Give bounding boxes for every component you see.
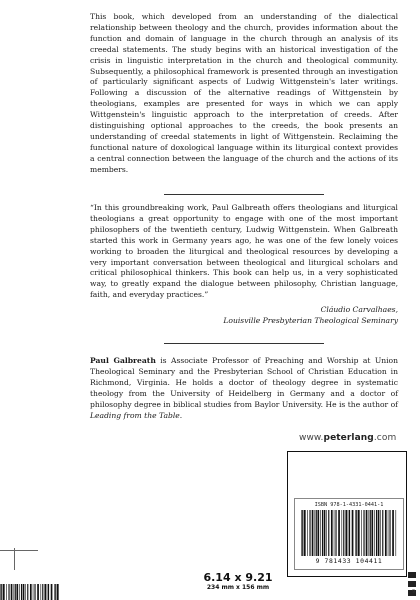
corner-mark: 9 bbox=[412, 589, 416, 595]
spine-barcode-strip bbox=[0, 584, 60, 600]
author-bio bbox=[90, 356, 398, 421]
url-domain: peterlang bbox=[323, 433, 374, 443]
trim-size: 6.14 x 9.21 bbox=[203, 571, 273, 584]
endorsement-quote: “In this groundbreaking work, Paul Galbreath offers theologians and liturgical theologians a great opportunity to engage with one of the most important philosophers of the twentieth century, Ludwig Wittgenstein. When Galbreath started this work in Germany years ago, he was one of the few lonely voices working to broaden the liturgical and theological resources by developing a very important conversation between theological and liturgical scholars and critical philosophical thinkers. This book can help us, in a very sophisticated way, to greatly expand the dialogue between philosophy, Christian language, faith, and everyday practices.” bbox=[90, 203, 398, 300]
ean-barcode bbox=[299, 510, 399, 556]
barcode-label bbox=[294, 498, 404, 570]
trim-size-metric: 234 mm x 156 mm bbox=[206, 584, 270, 591]
author-book-title: Leading from the Table bbox=[90, 410, 180, 420]
url-prefix: www. bbox=[299, 433, 324, 443]
publisher-url[interactable] bbox=[299, 433, 396, 443]
crop-mark-horizontal bbox=[0, 550, 38, 551]
author-bio-text: is Associate Professor of Preaching and Worship at Union Theological Seminary and the Presbyterian School of Christian Education in Richmond, Virginia. He holds a doctor of theology degree in systematic theology from the University of Heidelberg in Germany and a doctor of philosophy degree in biblical studies from Baylor University. He is the author of bbox=[90, 356, 399, 409]
section-divider-bottom bbox=[164, 343, 324, 344]
isbn-number: ISBN 978-1-4331-0441-1 bbox=[314, 502, 384, 508]
endorser-name: Cláudio Carvalhaes, bbox=[320, 305, 398, 314]
url-suffix: .com bbox=[373, 433, 397, 443]
endorser-institution: Louisville Presbyterian Theological Seminary bbox=[223, 316, 398, 325]
crop-mark-vertical bbox=[14, 548, 15, 570]
barcode-box bbox=[287, 451, 407, 577]
ean-number: 9 781433 104411 bbox=[315, 557, 383, 565]
book-description: This book, which developed from an understanding of the dialectical relationship between theology and the church, provides information about the function and domain of language in the church through an analysis of its creedal statements. The study begins with an historical investigation of the crisis in linguistic interpretation in the church and theological community. Subsequently, a philosophical framework is presented through an investigation of particularly significant aspects of Ludwig Wittgenstein's later writings. Following a discussion of the alternative readings of Wittgenstein by theologians, examples are presented for ways in which we can apply Wittgenstein's linguistic approach to the interpretation of creeds. After distinguishing optional approaches to the creeds, the book presents an understanding of creedal statements in light of Wittgenstein. Reclaiming the functional nature of doxological language within its liturgical context provides a central connection between the language of the church and the actions of its members. bbox=[90, 12, 398, 174]
section-divider-top bbox=[164, 194, 324, 195]
author-name: Paul Galbreath bbox=[90, 356, 156, 365]
registration-marks bbox=[406, 572, 420, 600]
author-bio-end: . bbox=[179, 410, 183, 420]
